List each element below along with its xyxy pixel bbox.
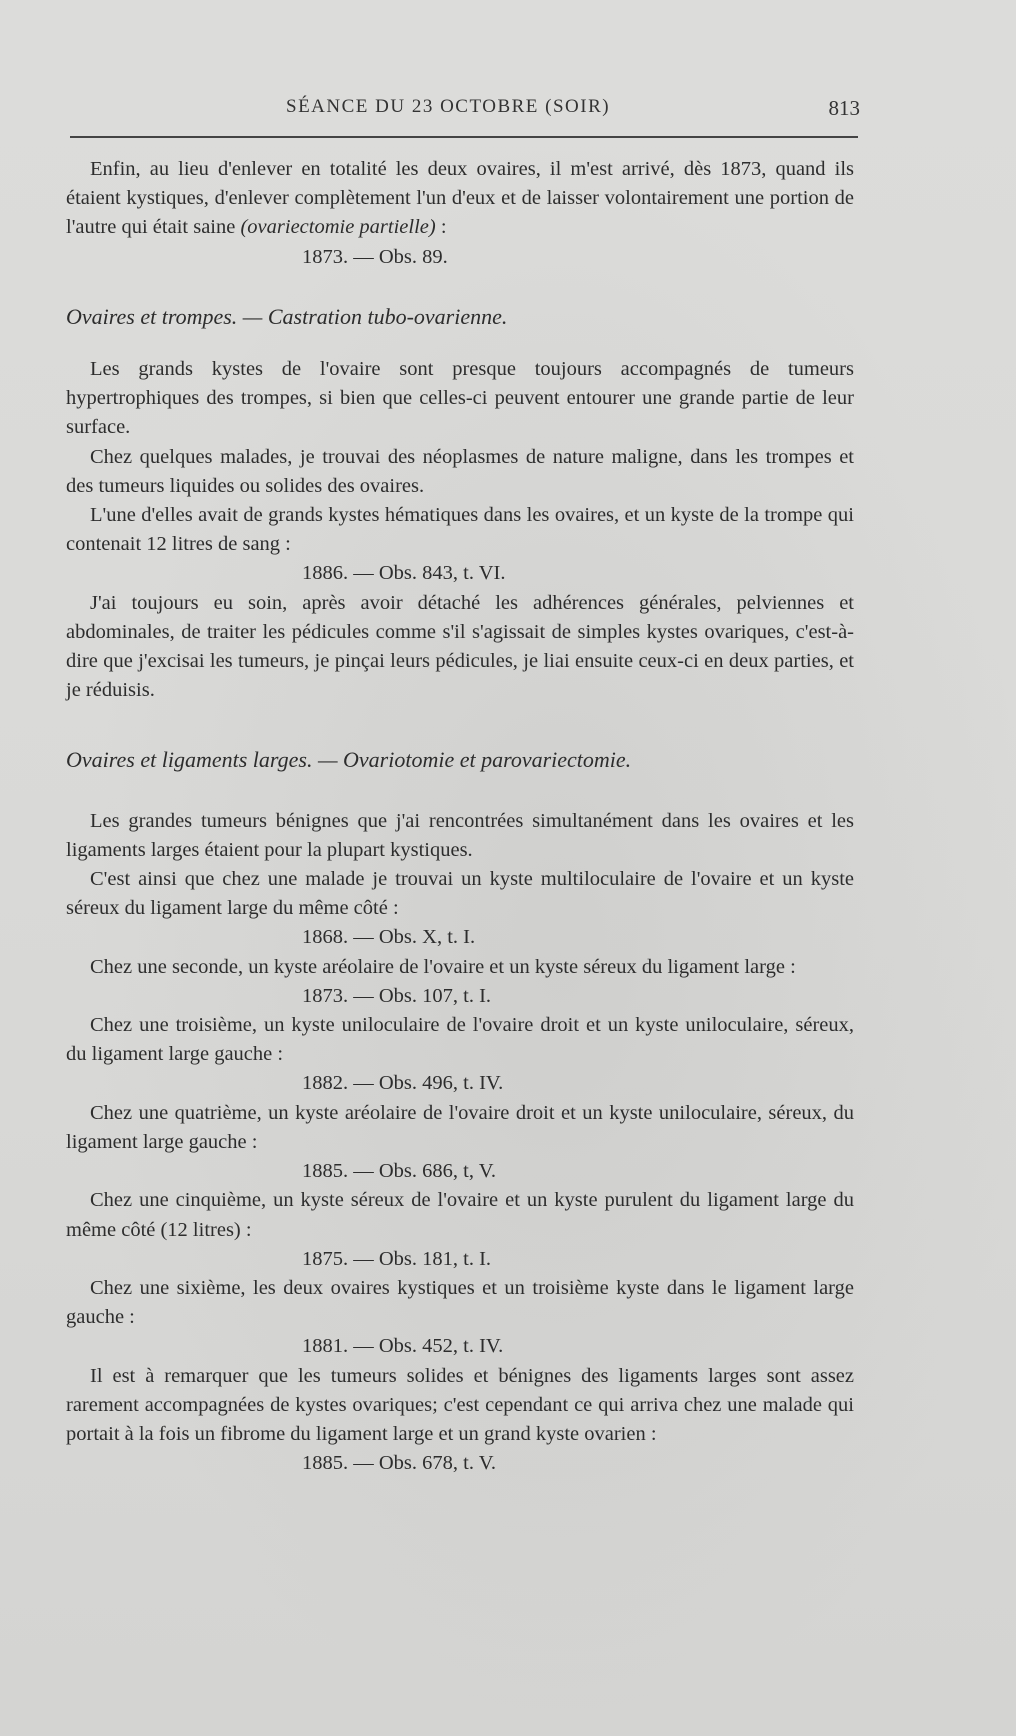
paragraph: Chez une troisième, un kyste uniloculaire de l'ovaire droit et un kyste uniloculaire, séreux, du ligament large gauche : [66, 1014, 854, 1066]
page-header [70, 96, 860, 126]
paragraph-text: Enfin, au lieu d'enlever en totalité les deux ovaires, il m'est arrivé, dès 1873, quand ils étaient kystiques, d'enlever complètement l'un d'eux et de laisser volontairement une portion de l'autre qui était saine [66, 158, 854, 239]
paragraph: Chez quelques malades, je trouvai des néoplasmes de nature maligne, dans les trompes et des tumeurs liquides ou solides des ovaires. [66, 445, 854, 497]
paragraph: Chez une cinquième, un kyste séreux de l'ovaire et un kyste purulent du ligament large du même côté (12 litres) : [66, 1189, 854, 1241]
paragraph: Les grands kystes de l'ovaire sont presque toujours accompagnés de tumeurs hypertrophiques des trompes, si bien que celles-ci peuvent entourer une grande partie de leur surface. [66, 358, 854, 439]
page-body [66, 155, 854, 1478]
paragraph: Chez une sixième, les deux ovaires kystiques et un troisième kyste dans le ligament large gauche : [66, 1276, 854, 1329]
observation-reference: 1886. — Obs. 843, t. VI. [302, 562, 506, 585]
paragraph-ovariectomie-partielle [66, 155, 854, 243]
paragraph: Les grandes tumeurs bénignes que j'ai rencontrées simultanément dans les ovaires et les ligaments larges étaient pour la plupart kystiques. [66, 809, 854, 861]
observation-reference: 1868. — Obs. X, t. I. [302, 926, 476, 949]
observation-reference: 1882. — Obs. 496, t. IV. [302, 1072, 504, 1095]
section-heading-ovaires-trompes: Ovaires et trompes. — Castration tubo-ovarienne. [66, 303, 508, 329]
section-heading-ovaires-ligaments: Ovaires et ligaments larges. — Ovariotomie et parovariectomie. [66, 747, 632, 773]
observation-reference: 1875. — Obs. 181, t. I. [302, 1247, 492, 1270]
observation-reference: 1885. — Obs. 678, t. V. [302, 1452, 497, 1475]
paragraph: Chez une quatrième, un kyste aréolaire de l'ovaire droit et un kyste uniloculaire, séreux, du ligament large gauche : [66, 1101, 854, 1153]
paragraph: Chez une seconde, un kyste aréolaire de l'ovaire et un kyste séreux du ligament large : [90, 955, 796, 978]
observation-reference: 1873. — Obs. 89. [302, 245, 448, 268]
paragraph: C'est ainsi que chez une malade je trouvai un kyste multiloculaire de l'ovaire et un kyste séreux du ligament large du même côté : [66, 868, 854, 920]
paragraph: L'une d'elles avait de grands kystes hématiques dans les ovaires, et un kyste de la trompe qui contenait 12 litres de sang : [66, 504, 854, 556]
paragraph: J'ai toujours eu soin, après avoir détaché les adhérences générales, pelviennes et abdominales, de traiter les pédicules comme s'il s'agissait de simples kystes ovariques, c'est-à-dire que j'excisai les tumeurs, je pinçai leurs pédicules, je liai ensuite ceux-ci en deux parties, et je réduisis. [66, 591, 854, 702]
header-rule [70, 136, 858, 138]
page-number: 813 [828, 96, 860, 120]
observation-reference: 1881. — Obs. 452, t. IV. [302, 1335, 504, 1358]
observation-reference: 1885. — Obs. 686, t, V. [302, 1160, 497, 1183]
italic-term: (ovariectomie partielle) [240, 216, 436, 239]
paragraph-end: : [435, 216, 447, 239]
observation-reference: 1873. — Obs. 107, t. I. [302, 984, 492, 1007]
running-title: SÉANCE DU 23 OCTOBRE (SOIR) [286, 96, 611, 117]
paragraph: Il est à remarquer que les tumeurs solides et bénignes des ligaments larges sont assez rarement accompagnées de kystes ovariques; c'est cependant ce qui arriva chez une malade qui portait à la fois un fibrome du ligament large et un grand kyste ovarien : [66, 1364, 854, 1445]
